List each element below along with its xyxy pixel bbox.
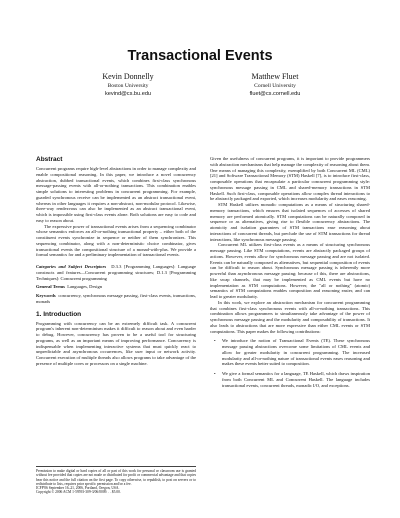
body-paragraph: Concurrent ML utilizes first-class events as a means of structuring synchronous message passing. Like STM computations, events are abstractly packaged groups of actions. However, events allow for synchronous message passing and are not isolated. Events can be naturally composed as alternatives, but sequential composition of events can be difficult to reason about. Synchronous message passing is inherently more powerful than asynchronous message passing; because of this, there are abstractions, like swap channels, that may be implemented as CML events but have no implementation as STM computations. However, the "all or nothing" (atomic) semantics of STM computations enables composition and reasoning easier, and can lead to greater modularity. <box>210 242 370 299</box>
abstract-paragraph: The expressive power of transactional events arises from a sequencing combinator whose semantics enforces an all-or-nothing transactional property – either both of the constituent events synchronize in sequence or neither of them synchronizes. This sequencing combinator, along with a non-deterministic choice combinator, gives transactional events the compositional structure of a monad-with-plus. We provide a formal semantics for and a preliminary implementation of transactional events. <box>36 223 196 258</box>
author-name: Kevin Donnelly <box>102 72 154 81</box>
bullet-icon: • <box>214 371 216 376</box>
keywords-line <box>36 293 196 305</box>
body-paragraph: STM Haskell utilizes monadic computations as a means of structuring shared-memory transactions, which ensures that isolated sequences of accesses of shared memory are performed atomically. STM computations can be naturally composed in sequence or as alternatives, giving rise to flexible concurrency abstractions. The atomicity and isolation guarantees of STM transactions ease reasoning about interactions of concurrent threads, but preclude the use of STM transactions for thread interactions, like synchronous message passing. <box>210 202 370 242</box>
intro-heading: 1. Introduction <box>36 310 82 318</box>
body-paragraph: In this work, we explore an abstraction mechanism for concurrent programming that combines first-class synchronous events with all-or-nothing transactions. This combination allows programmers to simultaneously take advantage of the power of synchronous message passing and the modularity and composability of transactions. It also leads to abstractions that are more expressive than either CML events or STM computations. This paper makes the following contributions: <box>210 299 370 334</box>
categories-line <box>36 264 196 281</box>
author-email: fluet@cs.cornell.edu <box>249 91 301 98</box>
keywords-text: concurrency, synchronous message passing, first-class events, transactions, monads <box>36 293 196 304</box>
abstract-heading: Abstract <box>36 156 63 163</box>
terms-label: General Terms <box>36 284 65 290</box>
author-email: kevind@cs.bu.edu <box>104 91 152 98</box>
paper-title: Transactional Events <box>127 48 273 64</box>
venue-text: ICFP'06 September 16–21, 2006, Portland, Oregon, USA. <box>36 486 120 491</box>
right-column <box>210 156 370 392</box>
permission-text: Permission to make digital or hard copies of all or part of this work for personal or classroom use is granted without fee provided that copies are not made or distributed for profit or commercial advantage and that copies bear this notice and the full citation on the first page. To copy otherwise, to republish, to post on servers or to redistribute to lists, requires prior specific permission and/or a fee. <box>36 469 196 486</box>
contribution-text: We give a formal semantics for a language, TE Haskell, which draws inspiration from both Concurrent ML and Concurrent Haskell. The language includes transactional events, concurrent threads, monadic I/O, and exceptions. <box>222 371 370 388</box>
list-item <box>210 371 370 388</box>
list-item <box>210 338 370 367</box>
author-name: Matthew Fluet <box>251 72 299 81</box>
abstract-paragraph: Concurrent programs require high-level abstractions in order to manage complexity and enable compositional reasoning. In this paper, we introduce a novel concurrency abstraction, dubbed transactional events, which combines first-class synchronous message-passing events with all-or-nothing transactions. This combination enables simple solutions to interesting problems in concurrent programming. For example, guarded synchronous receive can be implemented as an abstract transactional event, whereas in other languages it requires a non-abstract, non-modular protocol. Likewise, three-way rendezvous can also be implemented as an abstract transactional event, which is impossible using first-class events alone. Both solutions are easy to code and easy to reason about. <box>36 166 196 223</box>
categories-text: D.3.3 [Programming Languages]: Language constructs and features—Concurrent programming structures; D.1.3 [Programming Techniques]: Concurrent programming <box>36 264 196 281</box>
bullet-icon: • <box>214 338 216 344</box>
categories-label: Categories and Subject Descriptors <box>36 264 107 269</box>
contributions-list <box>210 338 370 388</box>
author-affiliation: Cornell University <box>254 82 296 89</box>
author-affiliation: Boston University <box>107 82 149 89</box>
contribution-text: We introduce the notion of Transactional Events (TE). These synchronous message passing abstractions overcome some limitations of CML events and allow for greater modularity in concurrent programming. The increased modularity and all-or-nothing nature of transactional events eases reasoning and makes these events better suited to composition. <box>222 338 370 367</box>
body-paragraph: Given the usefulness of concurrent programs, it is important to provide programmers with abstraction mechanisms that help manage the complexity of reasoning about them. One means of managing this complexity, exemplified by both Concurrent ML (CML) [21] and Software Transactional Memory (STM) Haskell [7], is to introduce first-class, composable operations that encapsulate a particular concurrent programming style: synchronous message passing in CML and shared-memory transactions in STM Haskell. Such first-class, composable operations allow complex thread interactions to be abstractly packaged and exported, which increases modularity and eases reasoning. <box>210 156 370 202</box>
author-1 <box>58 73 198 99</box>
intro-paragraph: Programming with concurrency can be an extremely difficult task. A concurrent program's inherent non-determinism makes it difficult to reason about and even harder to debug. However, concurrency has proven to be a useful tool for structuring programs, as well as an important means of improving performance. Concurrency is indispensable when implementing interactive systems that must quickly react to unpredictable and asynchronous occurrences, like user input or network activity. Concurrent execution of multiple threads also allows programs to take advantage of the presence of multiple cores or processors on a single machine. <box>36 320 196 366</box>
copyright-text: Copyright © 2006 ACM 1-59593-309-3/06/0009. . . $5.00. <box>36 490 121 495</box>
left-column <box>36 156 196 367</box>
terms-text: Languages, Design <box>67 284 103 290</box>
keywords-label: Keywords <box>36 293 56 298</box>
author-2 <box>205 73 345 99</box>
copyright-footnote <box>36 466 196 495</box>
